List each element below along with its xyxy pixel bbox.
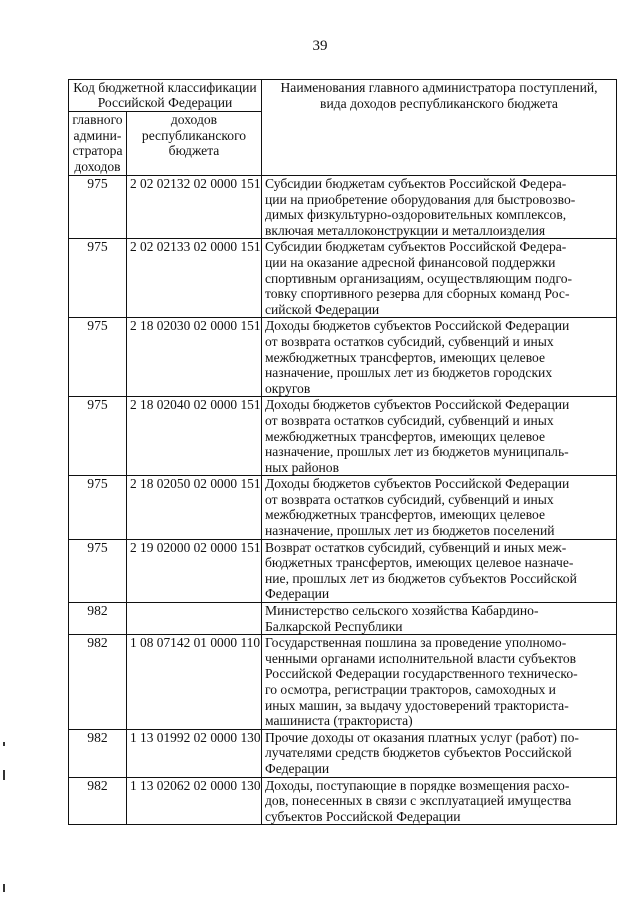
header-row-group	[69, 80, 617, 112]
description-cell	[262, 539, 617, 602]
description-line: Субсидии бюджетам субъектов Российской Федера-	[265, 176, 567, 191]
table-row	[69, 476, 617, 539]
description-line: ции на приобретение оборудования для быстровозво-	[265, 191, 576, 207]
description-line: межбюджетных трансфертов, имеющих целевое	[265, 349, 546, 365]
description-line: Российской Федерации государственного техническо-	[265, 666, 578, 682]
admin-code-cell: 975	[69, 539, 127, 602]
description-line: бюджетных трансфертов, имеющих целевое назначе-	[265, 555, 574, 571]
description-cell	[262, 397, 617, 476]
description-cell	[262, 176, 617, 239]
income-code-cell: 1 08 07142 01 0000 110	[127, 635, 262, 730]
admin-code-cell: 975	[69, 239, 127, 318]
table-row	[69, 176, 617, 239]
header-col-code: доходов республиканского бюджета	[127, 112, 262, 176]
description-line: го осмотра, регистрации тракторов, самоходных и	[265, 682, 556, 697]
table-row	[69, 239, 617, 318]
description-cell	[262, 476, 617, 539]
income-code-cell	[127, 603, 262, 635]
description-line: ции на оказание адресной финансовой поддержки	[265, 254, 556, 270]
description-line: Субсидии бюджетам субъектов Российской Федера-	[265, 239, 567, 255]
description-line: Прочие доходы от оказания платных услуг (работ) по-	[265, 729, 579, 745]
budget-classification-table	[68, 79, 617, 825]
description-line: ных районов	[265, 459, 339, 475]
margin-mark	[3, 742, 5, 746]
description-line: ченными органами исполнительной власти субъектов	[265, 650, 577, 666]
income-code-cell: 2 02 02133 02 0000 151	[127, 239, 262, 318]
income-code-cell: 2 18 02040 02 0000 151	[127, 397, 262, 476]
page-number: 39	[312, 38, 328, 54]
description-line: межбюджетных трансфертов, имеющих целевое	[265, 428, 546, 444]
description-line: спортивным организациям, осуществляющим подго-	[265, 270, 573, 286]
description-line: Министерство сельского хозяйства Кабардино-	[265, 603, 539, 619]
description-line: товку спортивного резерва для сборных команд Рос-	[265, 286, 570, 302]
description-line: включая металлоконструкции и металлоизделия	[265, 222, 546, 238]
description-line: Государственная пошлина за проведение уполномо-	[265, 635, 567, 651]
description-line: назначение, прошлых лет из бюджетов городских	[265, 365, 553, 381]
description-line: назначение, прошлых лет из бюджетов муниципаль-	[265, 444, 569, 460]
description-cell	[262, 239, 617, 318]
description-line: округов	[265, 380, 311, 396]
description-line: Балкарской Республики	[265, 618, 403, 634]
admin-code-cell: 975	[69, 397, 127, 476]
admin-code-cell: 982	[69, 635, 127, 730]
description-line: иных машин, за выдачу удостоверений тракториста-	[265, 697, 569, 713]
income-code-cell: 2 02 02132 02 0000 151	[127, 176, 262, 239]
table-row	[69, 729, 617, 777]
income-code-cell: 2 18 02030 02 0000 151	[127, 318, 262, 397]
admin-code-cell: 982	[69, 729, 127, 777]
admin-code-cell: 975	[69, 176, 127, 239]
description-line: машиниста (тракториста)	[265, 713, 413, 729]
header-col-admin: главного админи-стратора доходов	[69, 112, 127, 176]
description-line: сийской Федерации	[265, 301, 380, 317]
description-line: Доходы, поступающие в порядке возмещения расхо-	[265, 777, 570, 793]
income-code-cell: 2 19 02000 02 0000 151	[127, 539, 262, 602]
admin-code-cell: 975	[69, 318, 127, 397]
description-line: Доходы бюджетов субъектов Российской Федерации	[265, 476, 570, 492]
income-code-cell: 1 13 02062 02 0000 130	[127, 777, 262, 825]
income-code-cell: 2 18 02050 02 0000 151	[127, 476, 262, 539]
margin-mark	[3, 884, 5, 892]
description-cell	[262, 603, 617, 635]
description-line: от возврата остатков субсидий, субвенций и иных	[265, 491, 554, 507]
table-row	[69, 397, 617, 476]
description-line: дов, понесенных в связи с эксплуатацией имущества	[265, 793, 572, 809]
description-line: Доходы бюджетов субъектов Российской Федерации	[265, 318, 570, 334]
description-line: от возврата остатков субсидий, субвенций и иных	[265, 412, 554, 428]
description-line: назначение, прошлых лет из бюджетов поселений	[265, 523, 555, 539]
description-line: от возврата остатков субсидий, субвенций и иных	[265, 333, 554, 349]
admin-code-cell: 982	[69, 777, 127, 825]
description-line: ние, прошлых лет из бюджетов субъектов Российской	[265, 570, 577, 586]
table-body	[69, 176, 617, 825]
description-line: лучателями средств бюджетов субъектов Российской	[265, 745, 572, 761]
header-group-title: Код бюджетной классификации Российской Федерации	[69, 80, 262, 112]
table-row	[69, 603, 617, 635]
header-col-name: Наименования главного администратора поступлений, вида доходов республиканского бюджета	[262, 80, 617, 176]
admin-code-cell: 975	[69, 476, 127, 539]
description-line: Федерации	[265, 760, 330, 776]
table-row	[69, 539, 617, 602]
description-line: Федерации	[265, 586, 330, 602]
description-line: Возврат остатков субсидий, субвенций и иных меж-	[265, 539, 567, 555]
description-line: димых физкультурно-оздоровительных комплексов,	[265, 207, 567, 223]
income-code-cell: 1 13 01992 02 0000 130	[127, 729, 262, 777]
margin-mark	[3, 770, 5, 780]
description-line: межбюджетных трансфертов, имеющих целевое	[265, 507, 546, 523]
description-cell	[262, 318, 617, 397]
description-cell	[262, 777, 617, 825]
description-line: субъектов Российской Федерации	[265, 808, 461, 824]
table-row	[69, 777, 617, 825]
description-cell	[262, 729, 617, 777]
table-row	[69, 635, 617, 730]
description-cell	[262, 635, 617, 730]
admin-code-cell: 982	[69, 603, 127, 635]
table-row	[69, 318, 617, 397]
description-line: Доходы бюджетов субъектов Российской Федерации	[265, 397, 570, 413]
